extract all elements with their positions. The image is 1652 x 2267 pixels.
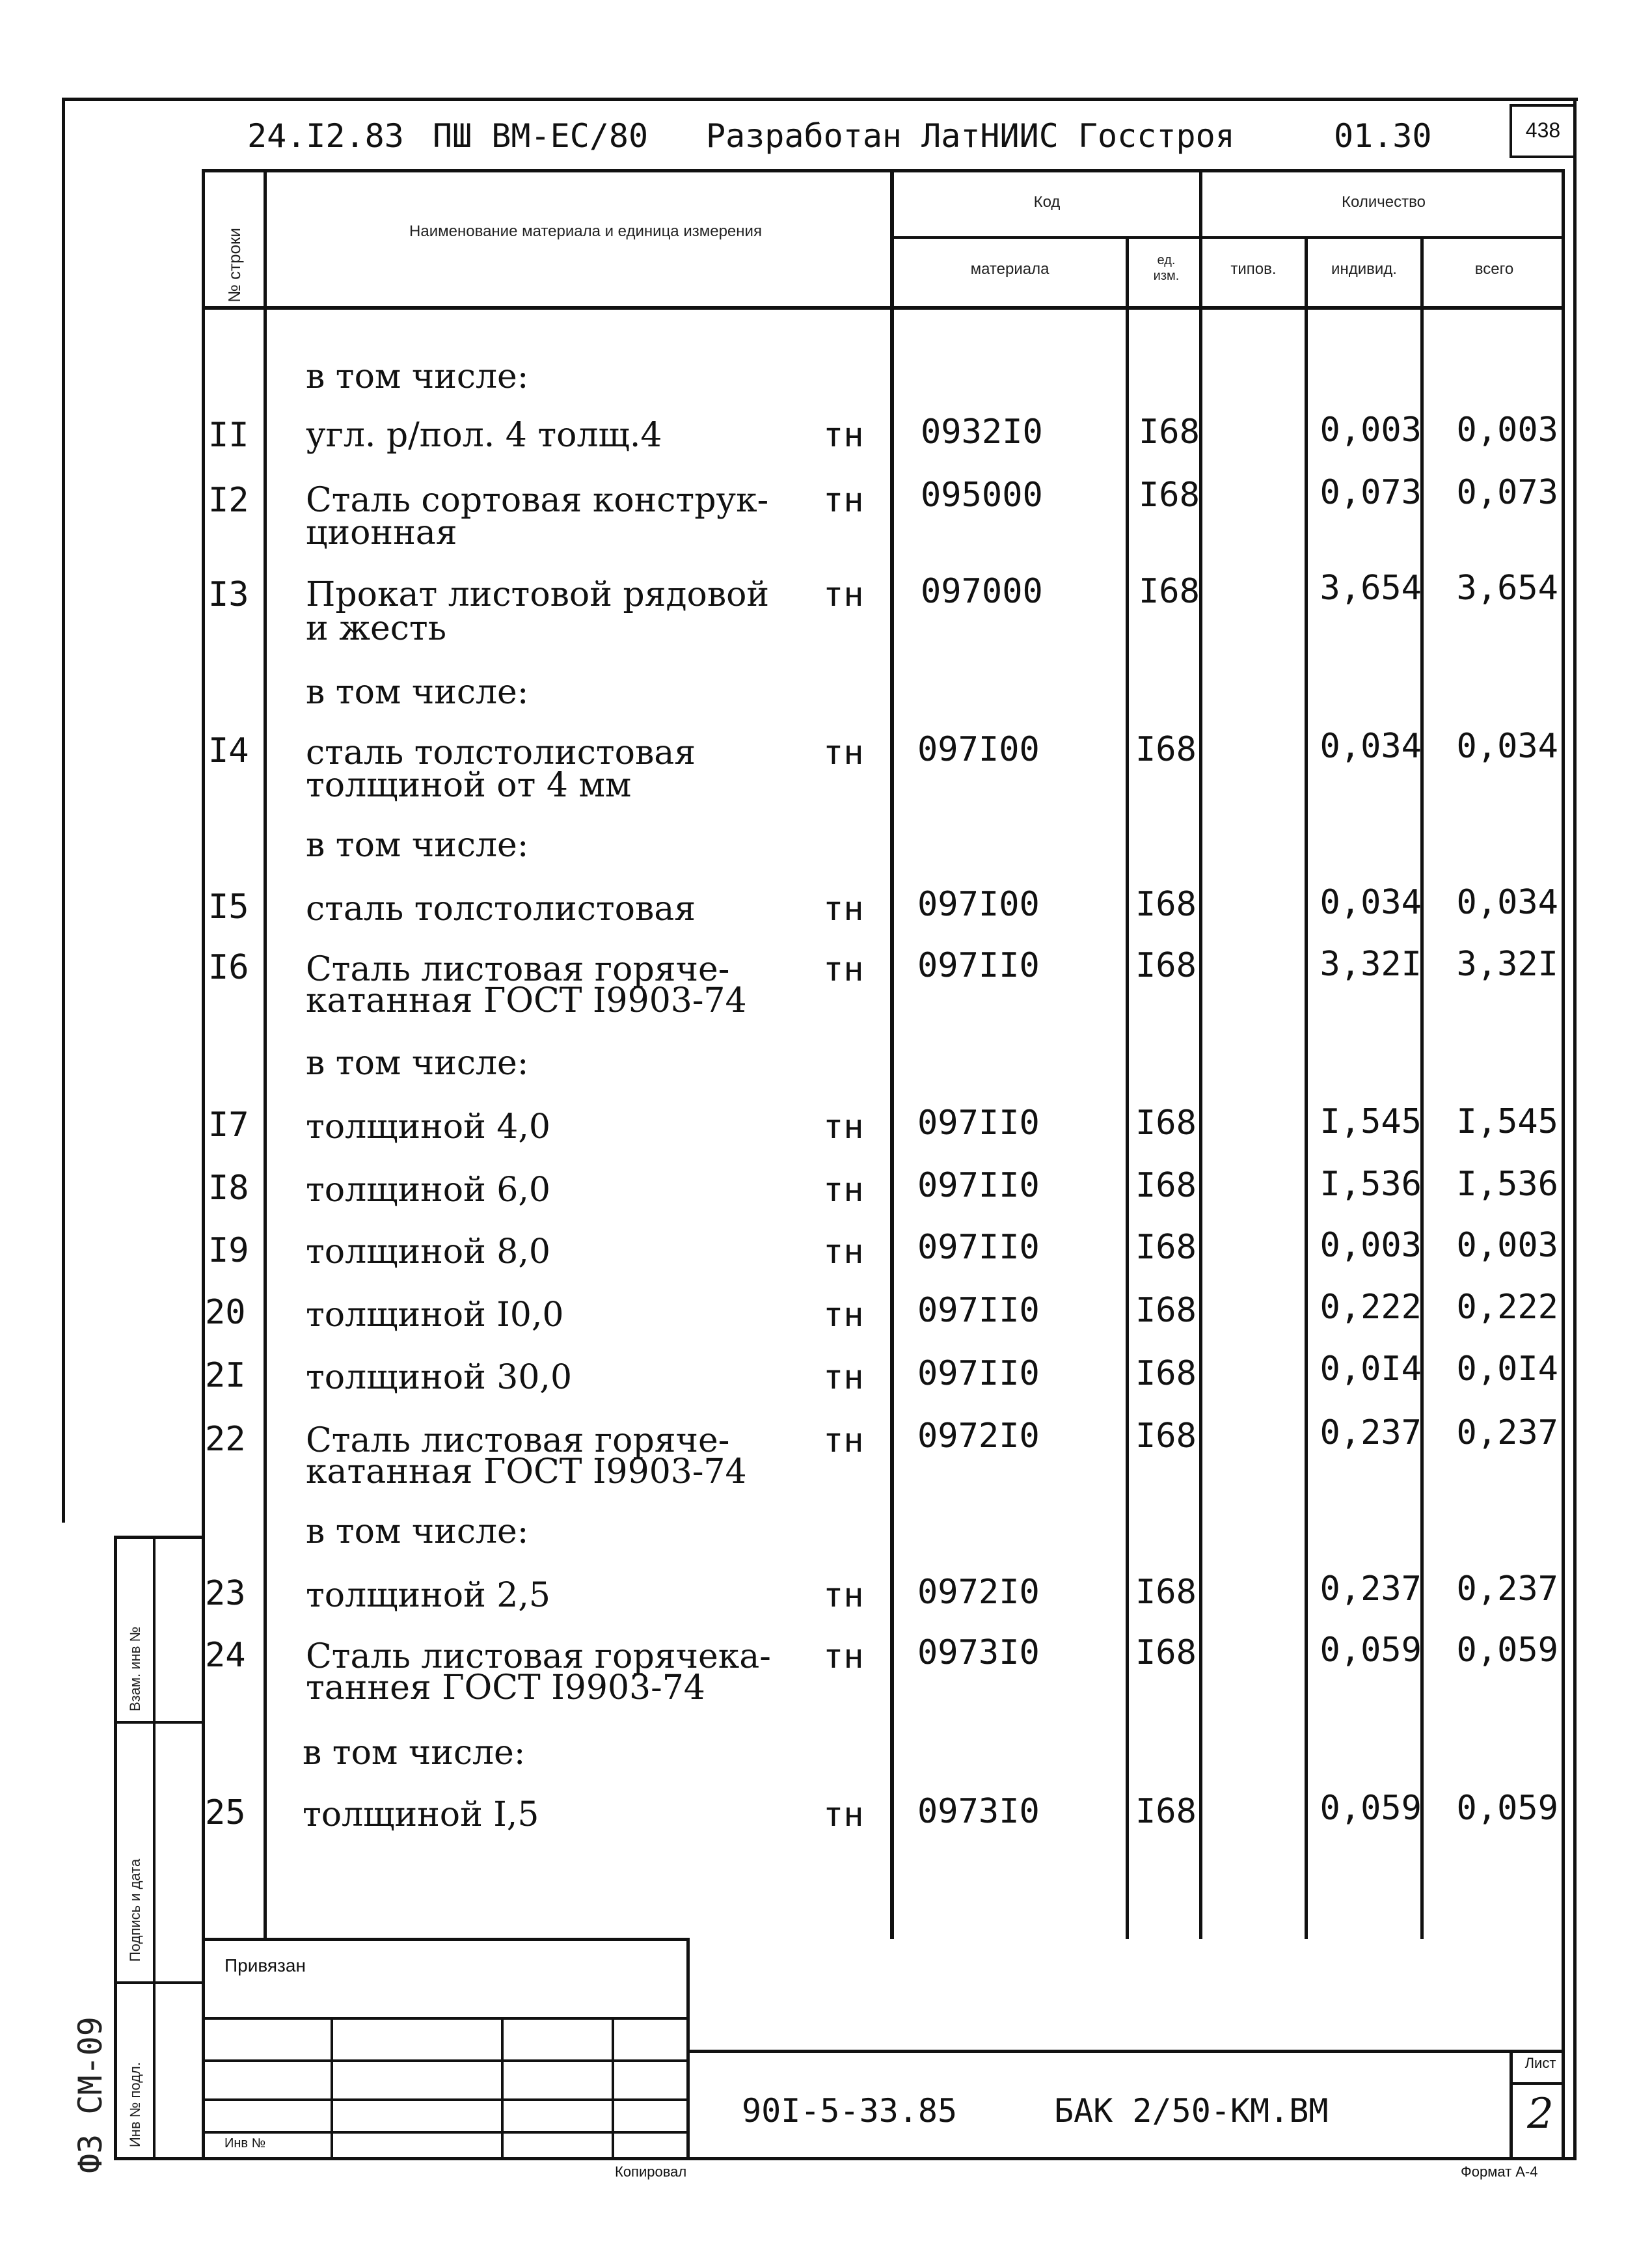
stamp-col-2 — [501, 2017, 504, 2157]
stamp-col-1 — [331, 2017, 333, 2157]
stamp-row-1 — [202, 2017, 690, 2020]
row-unit: тн — [823, 1637, 864, 1676]
subheader-4: в том числе: — [306, 1044, 529, 1083]
row-name-line1: Сталь сортовая конструк- — [306, 481, 769, 520]
margin-box-left — [114, 1536, 117, 2160]
row-material-code: 0972I0 — [917, 1573, 1040, 1612]
row-individual: 0,003 — [1320, 411, 1422, 450]
row-total: 0,059 — [1456, 1631, 1558, 1670]
row-total: 0,237 — [1456, 1569, 1558, 1609]
header-sub-line — [891, 236, 1565, 239]
row-material-code: 097II0 — [917, 1354, 1040, 1393]
row-material-code: 0973I0 — [917, 1792, 1040, 1831]
table-frame — [202, 169, 1565, 2157]
subheader-1: в том числе: — [306, 357, 529, 396]
row-name-line1: толщиной 8,0 — [306, 1232, 550, 1271]
row-name-line2: катанная ГОСТ I9903-74 — [306, 981, 747, 1020]
stamp-row-4 — [202, 2131, 690, 2134]
row-individual: 0,237 — [1320, 1413, 1422, 1452]
row-individual: 0,034 — [1320, 883, 1422, 922]
row-name-line1: толщиной 30,0 — [306, 1358, 573, 1397]
subheader-2: в том числе: — [306, 673, 529, 712]
row-unit-code: I68 — [1135, 1633, 1197, 1672]
row-individual: 0,0I4 — [1320, 1350, 1422, 1389]
row-name-line1: угл. р/пол. 4 толщ.4 — [306, 416, 662, 455]
row-number: 24 — [205, 1636, 246, 1675]
row-material-code: 097II0 — [917, 946, 1040, 985]
stamp-row-2 — [202, 2059, 690, 2062]
row-unit-code: I68 — [1135, 1228, 1197, 1267]
header-row-number: № строки — [224, 228, 244, 303]
row-total: 0,059 — [1456, 1789, 1558, 1828]
row-number: 22 — [205, 1420, 246, 1459]
header-bottom-line — [202, 306, 1565, 310]
row-name-line1: Сталь листовая горяче- — [306, 1421, 730, 1460]
row-name-line1: Сталь листовая горяче- — [306, 950, 730, 989]
row-unit-code: I68 — [1135, 1573, 1197, 1612]
row-individual: I,536 — [1320, 1165, 1422, 1204]
row-unit: тн — [823, 1232, 864, 1271]
row-name-line2: ционная — [306, 513, 457, 552]
row-total: 0,237 — [1456, 1413, 1558, 1452]
subheader-3: в том числе: — [306, 826, 529, 865]
row-unit: тн — [823, 1171, 864, 1210]
row-individual: 0,059 — [1320, 1631, 1422, 1670]
header-corner-box — [1510, 104, 1577, 158]
row-individual: 3,32I — [1320, 945, 1422, 984]
row-name-line1: толщиной 4,0 — [306, 1107, 550, 1147]
row-material-code: 097II0 — [917, 1228, 1040, 1267]
header-total: всего — [1474, 260, 1514, 278]
row-number: I8 — [208, 1169, 249, 1208]
row-unit: тн — [823, 950, 864, 989]
header-quantity-group: Количество — [1342, 193, 1426, 211]
row-unit-code: I68 — [1135, 1291, 1197, 1330]
row-name-line2: толщиной от 4 мм — [306, 766, 632, 805]
row-name-line1: толщиной I,5 — [303, 1795, 539, 1834]
row-name-line1: толщиной 6,0 — [306, 1171, 550, 1210]
row-name-line1: Прокат листовой рядовой — [306, 575, 770, 614]
margin-box-div2 — [114, 1981, 202, 1984]
format-label: Формат А-4 — [1461, 2164, 1538, 2180]
row-material-code: 097II0 — [917, 1104, 1040, 1143]
margin-replace-inv: Взам. инв № — [127, 1626, 143, 1711]
row-unit: тн — [823, 1296, 864, 1335]
row-individual: 0,003 — [1320, 1226, 1422, 1265]
document-name: БАК 2/50-КМ.ВМ — [1054, 2092, 1329, 2130]
header-name-caption — [306, 220, 865, 243]
row-unit: тн — [823, 575, 864, 614]
row-total: 0,073 — [1456, 473, 1558, 512]
row-total: 0,034 — [1456, 727, 1558, 766]
row-unit: тн — [823, 889, 864, 929]
header-typical: типов. — [1230, 260, 1277, 278]
row-name-line1: толщиной I0,0 — [306, 1296, 564, 1335]
margin-sign-date: Подпись и дата — [127, 1858, 143, 1962]
row-individual: I,545 — [1320, 1102, 1422, 1141]
row-number: I5 — [208, 888, 249, 927]
header-ref: 01.30 — [1334, 117, 1432, 155]
copied-label: Копировал — [615, 2164, 687, 2180]
row-total: 0,003 — [1456, 411, 1558, 450]
row-material-code: 097000 — [921, 572, 1043, 611]
row-name-line1: Сталь листовая горячека- — [306, 1637, 771, 1676]
sheet-box-mid — [1510, 2082, 1565, 2085]
row-total: I,545 — [1456, 1102, 1558, 1141]
header-name-text: Наименование материала и единица измерения — [409, 223, 762, 240]
row-unit-code: I68 — [1135, 1354, 1197, 1393]
row-material-code: 097I00 — [917, 885, 1040, 924]
row-number: I7 — [208, 1106, 249, 1145]
margin-box-top — [114, 1536, 202, 1539]
row-individual: 0,222 — [1320, 1288, 1422, 1327]
document-code: 90I-5-33.85 — [742, 2092, 958, 2130]
row-name-line2: катанная ГОСТ I9903-74 — [306, 1452, 747, 1491]
stamp-row-3 — [202, 2098, 690, 2101]
subheader-5: в том числе: — [306, 1512, 529, 1551]
row-name-line2: таннея ГОСТ I9903-74 — [306, 1668, 705, 1707]
row-material-code: 095000 — [921, 476, 1043, 515]
row-individual: 0,073 — [1320, 473, 1422, 512]
row-name-line2: и жесть — [306, 609, 446, 648]
row-total: 0,034 — [1456, 883, 1558, 922]
header-individual: индивид. — [1331, 260, 1397, 278]
row-material-code: 0932I0 — [921, 413, 1043, 452]
row-individual: 0,237 — [1320, 1569, 1422, 1609]
frame-right-line — [1573, 98, 1577, 2157]
frame-top-line — [62, 98, 1578, 101]
stamp-main-top — [686, 2050, 1565, 2053]
row-individual: 0,034 — [1320, 727, 1422, 766]
row-material-code: 0972I0 — [917, 1417, 1040, 1456]
stamp-linked-label: Привязан — [224, 1955, 306, 1975]
header-code-group: Код — [1033, 193, 1061, 211]
row-total: 3,32I — [1456, 945, 1558, 984]
row-unit-code: I68 — [1135, 946, 1197, 985]
row-number: I4 — [208, 731, 249, 770]
header-date: 24.I2.83 — [247, 117, 404, 155]
row-number: I2 — [208, 481, 249, 520]
row-unit: тн — [823, 1358, 864, 1397]
col-line-mat — [1126, 236, 1129, 1939]
row-unit-code: I68 — [1139, 413, 1200, 452]
row-name-line1: толщиной 2,5 — [306, 1576, 550, 1615]
row-unit-code: I68 — [1135, 1417, 1197, 1456]
col-line-no — [264, 169, 267, 1939]
header-code: ПШ ВМ-ЕС/80 — [433, 117, 649, 155]
row-total: 0,003 — [1456, 1226, 1558, 1265]
row-unit-code: I68 — [1135, 1166, 1197, 1205]
row-unit: тн — [823, 1795, 864, 1834]
subheader-6: в том числе: — [303, 1733, 526, 1772]
row-unit: тн — [823, 1107, 864, 1147]
row-material-code: 0973I0 — [917, 1633, 1040, 1672]
header-material: материала — [970, 260, 1049, 278]
sheet-label: Лист — [1524, 2055, 1556, 2071]
margin-inv-podl: Инв № подл. — [127, 2062, 143, 2147]
row-material-code: 097II0 — [917, 1166, 1040, 1205]
row-number: II — [208, 416, 249, 455]
stamp-inv-label: Инв № — [224, 2136, 266, 2151]
row-number: I9 — [208, 1231, 249, 1270]
margin-archive-number: Ф3 СМ-09 — [72, 2016, 109, 2173]
frame-bottom-line — [114, 2157, 1577, 2160]
header-corner-number: 438 — [1525, 118, 1561, 142]
row-unit-code: I68 — [1135, 1792, 1197, 1831]
row-number: 2I — [205, 1356, 246, 1395]
row-unit-code: I68 — [1139, 572, 1200, 611]
row-total: I,536 — [1456, 1165, 1558, 1204]
row-number: I3 — [208, 575, 249, 614]
row-individual: 0,059 — [1320, 1789, 1422, 1828]
row-material-code: 097I00 — [917, 730, 1040, 769]
row-name-line1: сталь толстолистовая — [306, 889, 696, 929]
row-total: 0,222 — [1456, 1288, 1558, 1327]
stamp-col-3 — [612, 2017, 614, 2157]
row-total: 3,654 — [1456, 569, 1558, 608]
sheet-box-left — [1510, 2050, 1513, 2159]
frame-left-outer — [62, 98, 65, 1523]
row-material-code: 097II0 — [917, 1291, 1040, 1330]
header-unit: ед. изм. — [1153, 253, 1180, 283]
row-unit-code: I68 — [1139, 476, 1200, 515]
col-line-name — [890, 169, 894, 1939]
row-unit: тн — [823, 1421, 864, 1460]
row-total: 0,0I4 — [1456, 1350, 1558, 1389]
row-unit: тн — [823, 1576, 864, 1615]
sheet-number: 2 — [1527, 2090, 1554, 2138]
row-individual: 3,654 — [1320, 569, 1422, 608]
stamp-top-line — [202, 1938, 690, 1941]
row-name-line1: сталь толстолистовая — [306, 733, 696, 772]
row-number: 23 — [205, 1574, 246, 1613]
header-developer: Разработан ЛатНИИС Госстроя — [706, 117, 1235, 155]
row-unit: тн — [823, 416, 864, 455]
row-number: I6 — [208, 948, 249, 987]
row-unit: тн — [823, 481, 864, 520]
row-unit-code: I68 — [1135, 885, 1197, 924]
row-unit: тн — [823, 733, 864, 772]
row-number: 25 — [205, 1793, 246, 1832]
stamp-divider — [686, 1938, 690, 2159]
row-unit-code: I68 — [1135, 1104, 1197, 1143]
margin-box-div1 — [114, 1721, 202, 1724]
margin-box-mid — [153, 1536, 156, 2160]
row-unit-code: I68 — [1135, 730, 1197, 769]
row-number: 20 — [205, 1293, 246, 1332]
